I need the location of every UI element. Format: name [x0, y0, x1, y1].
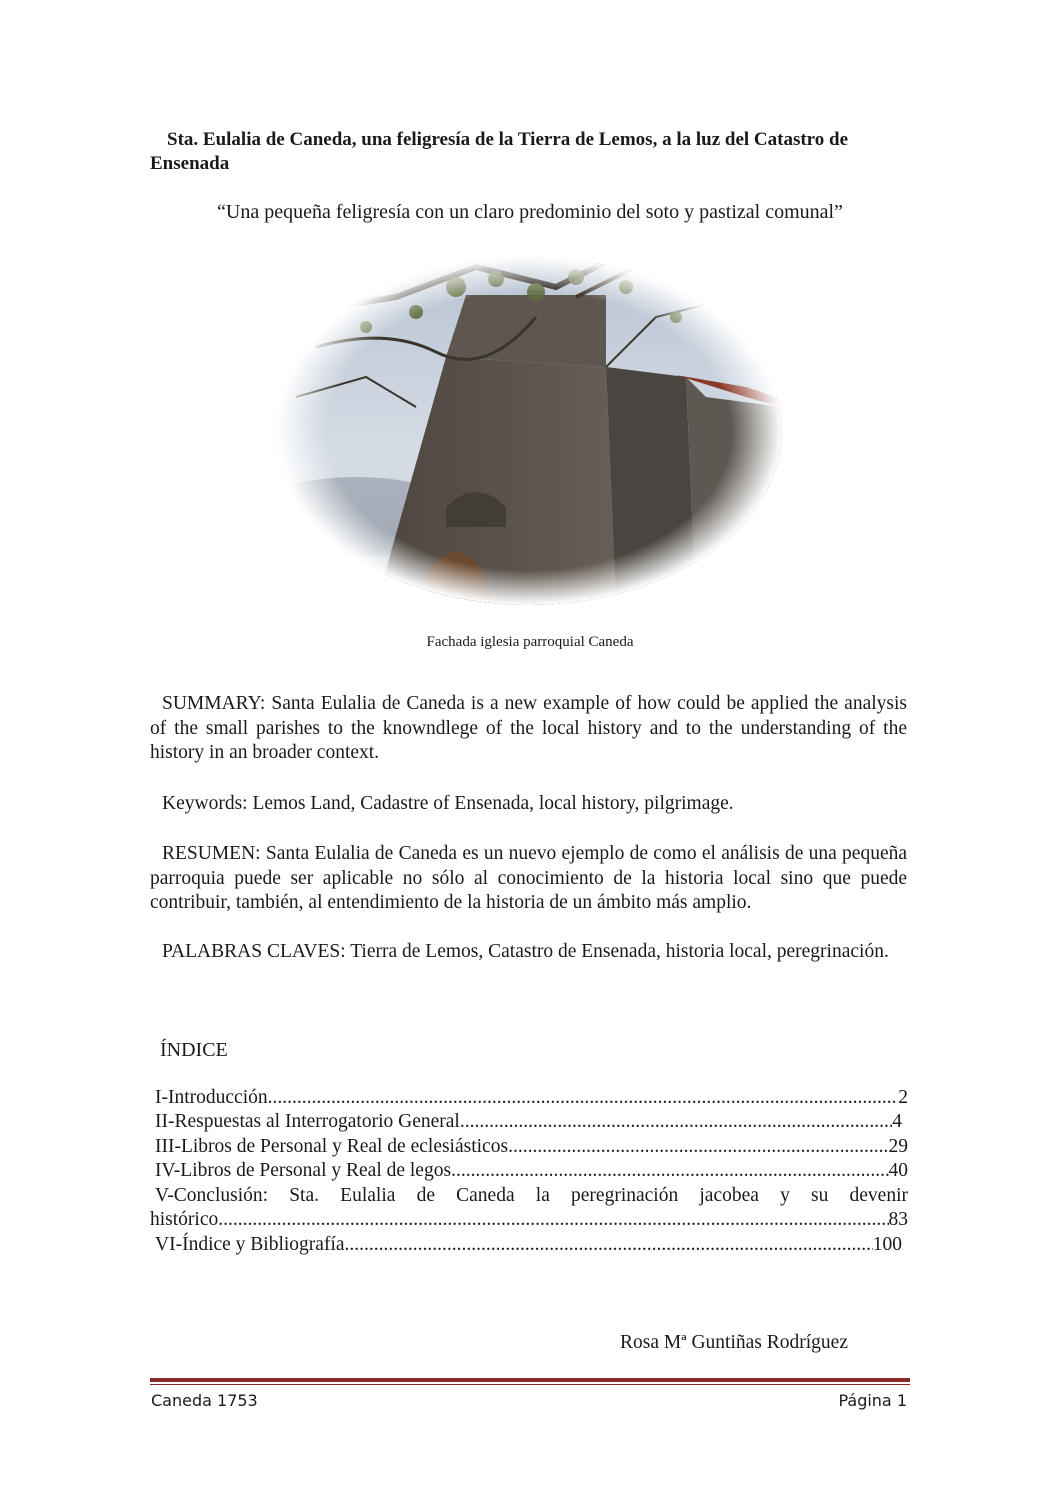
toc-entry-label: IV-Libros de Personal y Real de legos [155, 1160, 452, 1181]
toc-entry-label: V-Conclusión: Sta. Eulalia de Caneda la peregrinación jacobea y su devenir [155, 1185, 908, 1206]
toc-entry-page: 2 [898, 1087, 908, 1108]
document-title: Sta. Eulalia de Caneda, una feligresía de la Tierra de Lemos, a la luz del Catastro de Ensenada [150, 129, 849, 174]
toc-entry-page: 83 [888, 1209, 908, 1230]
toc-leader [345, 1233, 873, 1258]
document-subtitle: “Una pequeña feligresía con un claro predominio del soto y pastizal comunal” [217, 201, 843, 223]
toc-leader [268, 1086, 899, 1111]
toc-entry-label-continued: histórico [150, 1209, 219, 1230]
palabras-claves-paragraph: PALABRAS CLAVES: Tierra de Lemos, Catastro de Ensenada, historia local, peregrinación. [162, 941, 889, 962]
footer-page-number: Página 1 [838, 1391, 907, 1410]
toc-entry-label: I-Introducción [155, 1087, 268, 1108]
keywords-paragraph: Keywords: Lemos Land, Cadastre of Ensenada, local history, pilgrimage. [162, 793, 734, 814]
toc-entry-page: 29 [888, 1136, 908, 1157]
resumen-paragraph: RESUMEN: Santa Eulalia de Caneda es un nuevo ejemplo de como el análisis de una pequeña parroquia puede ser aplicable no sólo al conocimiento de la historia local sino que puede contribuir, también, al entendimiento de la historia de un ámbito más amplio. [150, 843, 907, 913]
toc-entry [150, 1135, 908, 1160]
toc-entry-label: II-Respuestas al Interrogatorio General [155, 1111, 460, 1132]
footer-document-name: Caneda 1753 [151, 1391, 258, 1410]
toc-entry [150, 1159, 908, 1184]
summary-paragraph: SUMMARY: Santa Eulalia de Caneda is a new example of how could be applied the analysis of the small parishes to the knowndlege of the local history and to the understanding of the history in an broader context. [150, 693, 907, 763]
footer-rule-thin [150, 1384, 910, 1385]
toc-entry-label: VI-Índice y Bibliografía [155, 1234, 345, 1255]
toc-leader [460, 1110, 892, 1135]
toc-entry [150, 1233, 902, 1258]
index-heading: ÍNDICE [160, 1039, 228, 1061]
author-name: Rosa Mª Guntiñas Rodríguez [620, 1332, 848, 1353]
toc-entry [150, 1184, 908, 1209]
church-facade-photo [276, 257, 782, 605]
toc-entry-page: 100 [872, 1234, 902, 1255]
toc-entry [150, 1208, 908, 1233]
toc-entry [150, 1110, 902, 1135]
toc-entry-label: III-Libros de Personal y Real de eclesiásticos [155, 1136, 509, 1157]
toc-leader [218, 1208, 888, 1233]
toc-entry [150, 1086, 908, 1111]
photo-caption: Fachada iglesia parroquial Caneda [426, 634, 634, 650]
footer-rule-thick [150, 1378, 910, 1382]
toc-entry-page: 40 [888, 1160, 908, 1181]
toc-leader [508, 1135, 888, 1160]
toc-leader [451, 1159, 888, 1184]
toc-entry-page: 4 [892, 1111, 902, 1132]
